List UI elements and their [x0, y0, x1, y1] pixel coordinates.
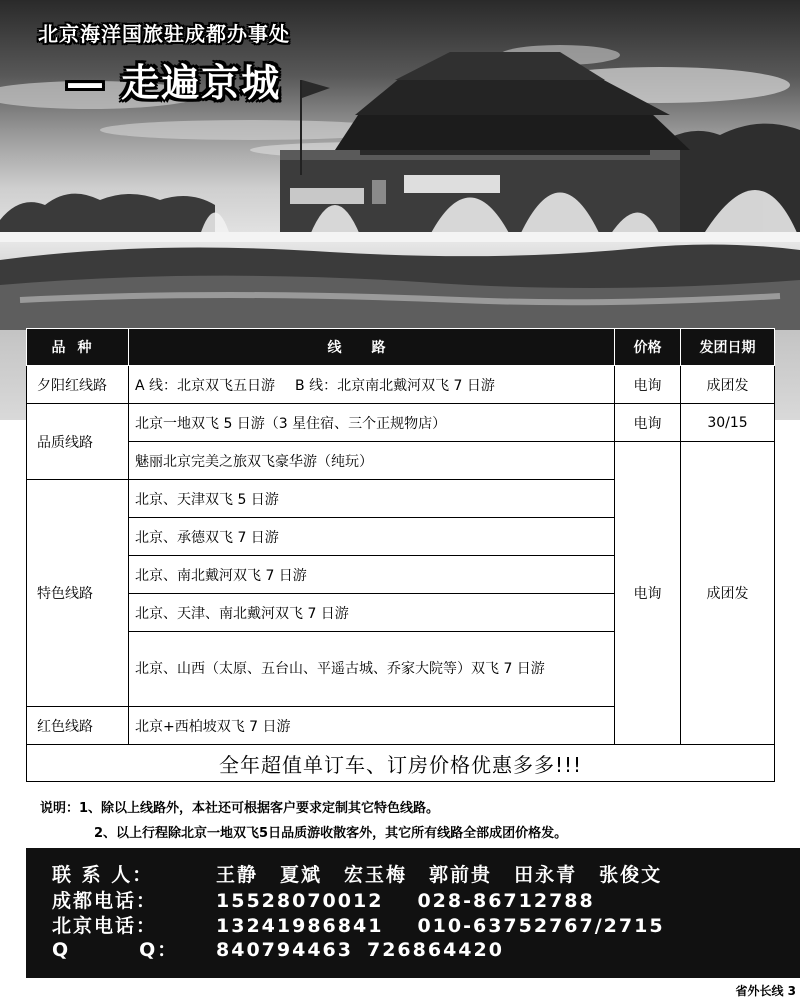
flagpole	[300, 80, 302, 175]
phone-number: 010-63752767/2715	[417, 915, 665, 937]
qq-line	[52, 935, 538, 959]
route-cell: 魅丽北京完美之旅双飞豪华游（纯玩）	[129, 442, 615, 480]
notes	[40, 796, 567, 846]
slogan: — 走遍京城	[66, 61, 282, 105]
header-route: 线路	[129, 329, 615, 366]
qq-number: 726864420	[366, 939, 504, 961]
date-cell: 30/15	[681, 404, 775, 442]
header-category: 品种	[27, 329, 129, 366]
page-footer: 省外长线 3	[735, 984, 796, 998]
beijing-label: 北京电话：	[52, 915, 158, 937]
table-row	[27, 442, 775, 480]
contact-name: 宏玉梅	[344, 864, 408, 886]
route-cell	[129, 366, 615, 404]
qq-label: Q Q：	[52, 939, 179, 961]
agency-name: 北京海洋国旅驻成都办事处	[38, 22, 290, 46]
chengdu-phone-line	[52, 886, 629, 910]
phone-number: 13241986841	[216, 915, 384, 937]
portrait	[372, 180, 386, 204]
route-cell: 北京一地双飞 5 日游（3 星住宿、三个正规物店）	[129, 404, 615, 442]
wall-banner	[290, 188, 364, 204]
promo-text: 全年超值单订车、订房价格优惠多多!!!	[27, 745, 775, 782]
header-date: 发团日期	[681, 329, 775, 366]
route-b: B 线：北京南北戴河双飞 7 日游	[295, 377, 495, 394]
contact-name: 王静	[216, 864, 259, 886]
wall-banner	[404, 175, 500, 193]
table-header-row	[27, 329, 775, 366]
route-cell: 北京、承德双飞 7 日游	[129, 518, 615, 556]
contact-name: 田永青	[514, 864, 578, 886]
contacts-line	[52, 860, 684, 884]
route-cell: 北京、天津、南北戴河双飞 7 日游	[129, 594, 615, 632]
category-red: 红色线路	[27, 707, 129, 745]
date-cell: 成团发	[681, 366, 775, 404]
table-row	[27, 404, 775, 442]
contact-panel	[26, 848, 800, 978]
header-price: 价格	[615, 329, 681, 366]
beijing-phone-line	[52, 911, 699, 935]
route-cell: 北京、天津双飞 5 日游	[129, 480, 615, 518]
qq-number: 840794463	[216, 939, 353, 961]
table-row	[27, 366, 775, 404]
price-cell-merged: 电询	[615, 442, 681, 745]
note-line-2: 2、以上行程除北京一地双飞5日品质游收散客外，其它所有线路全部成团价格发。	[94, 826, 568, 841]
route-cell: 北京、南北戴河双飞 7 日游	[129, 556, 615, 594]
contacts-label: 联 系 人：	[52, 864, 154, 886]
date-cell-merged: 成团发	[681, 442, 775, 745]
lower-roof	[335, 112, 690, 150]
chengdu-label: 成都电话：	[52, 890, 158, 912]
phone-number: 15528070012	[216, 890, 384, 912]
route-cell: 北京+西柏坡双飞 7 日游	[129, 707, 615, 745]
contact-name: 夏斌	[280, 864, 323, 886]
route-a: A 线：北京双飞五日游	[135, 377, 276, 394]
price-cell: 电询	[615, 404, 681, 442]
price-cell: 电询	[615, 366, 681, 404]
contact-name: 郭前贵	[429, 864, 493, 886]
route-cell: 北京、山西（太原、五台山、平遥古城、乔家大院等）双飞 7 日游	[129, 632, 615, 707]
note-line-1: 说明：1、除以上线路外，本社还可根据客户要求定制其它特色线路。	[40, 801, 440, 816]
phone-number: 028-86712788	[417, 890, 595, 912]
flag	[302, 80, 330, 98]
category-special: 特色线路	[27, 480, 129, 707]
category-sunset: 夕阳红线路	[27, 366, 129, 404]
route-table	[26, 328, 775, 782]
contact-name: 张俊文	[599, 864, 663, 886]
promo-row	[27, 745, 775, 782]
category-quality: 品质线路	[27, 404, 129, 480]
